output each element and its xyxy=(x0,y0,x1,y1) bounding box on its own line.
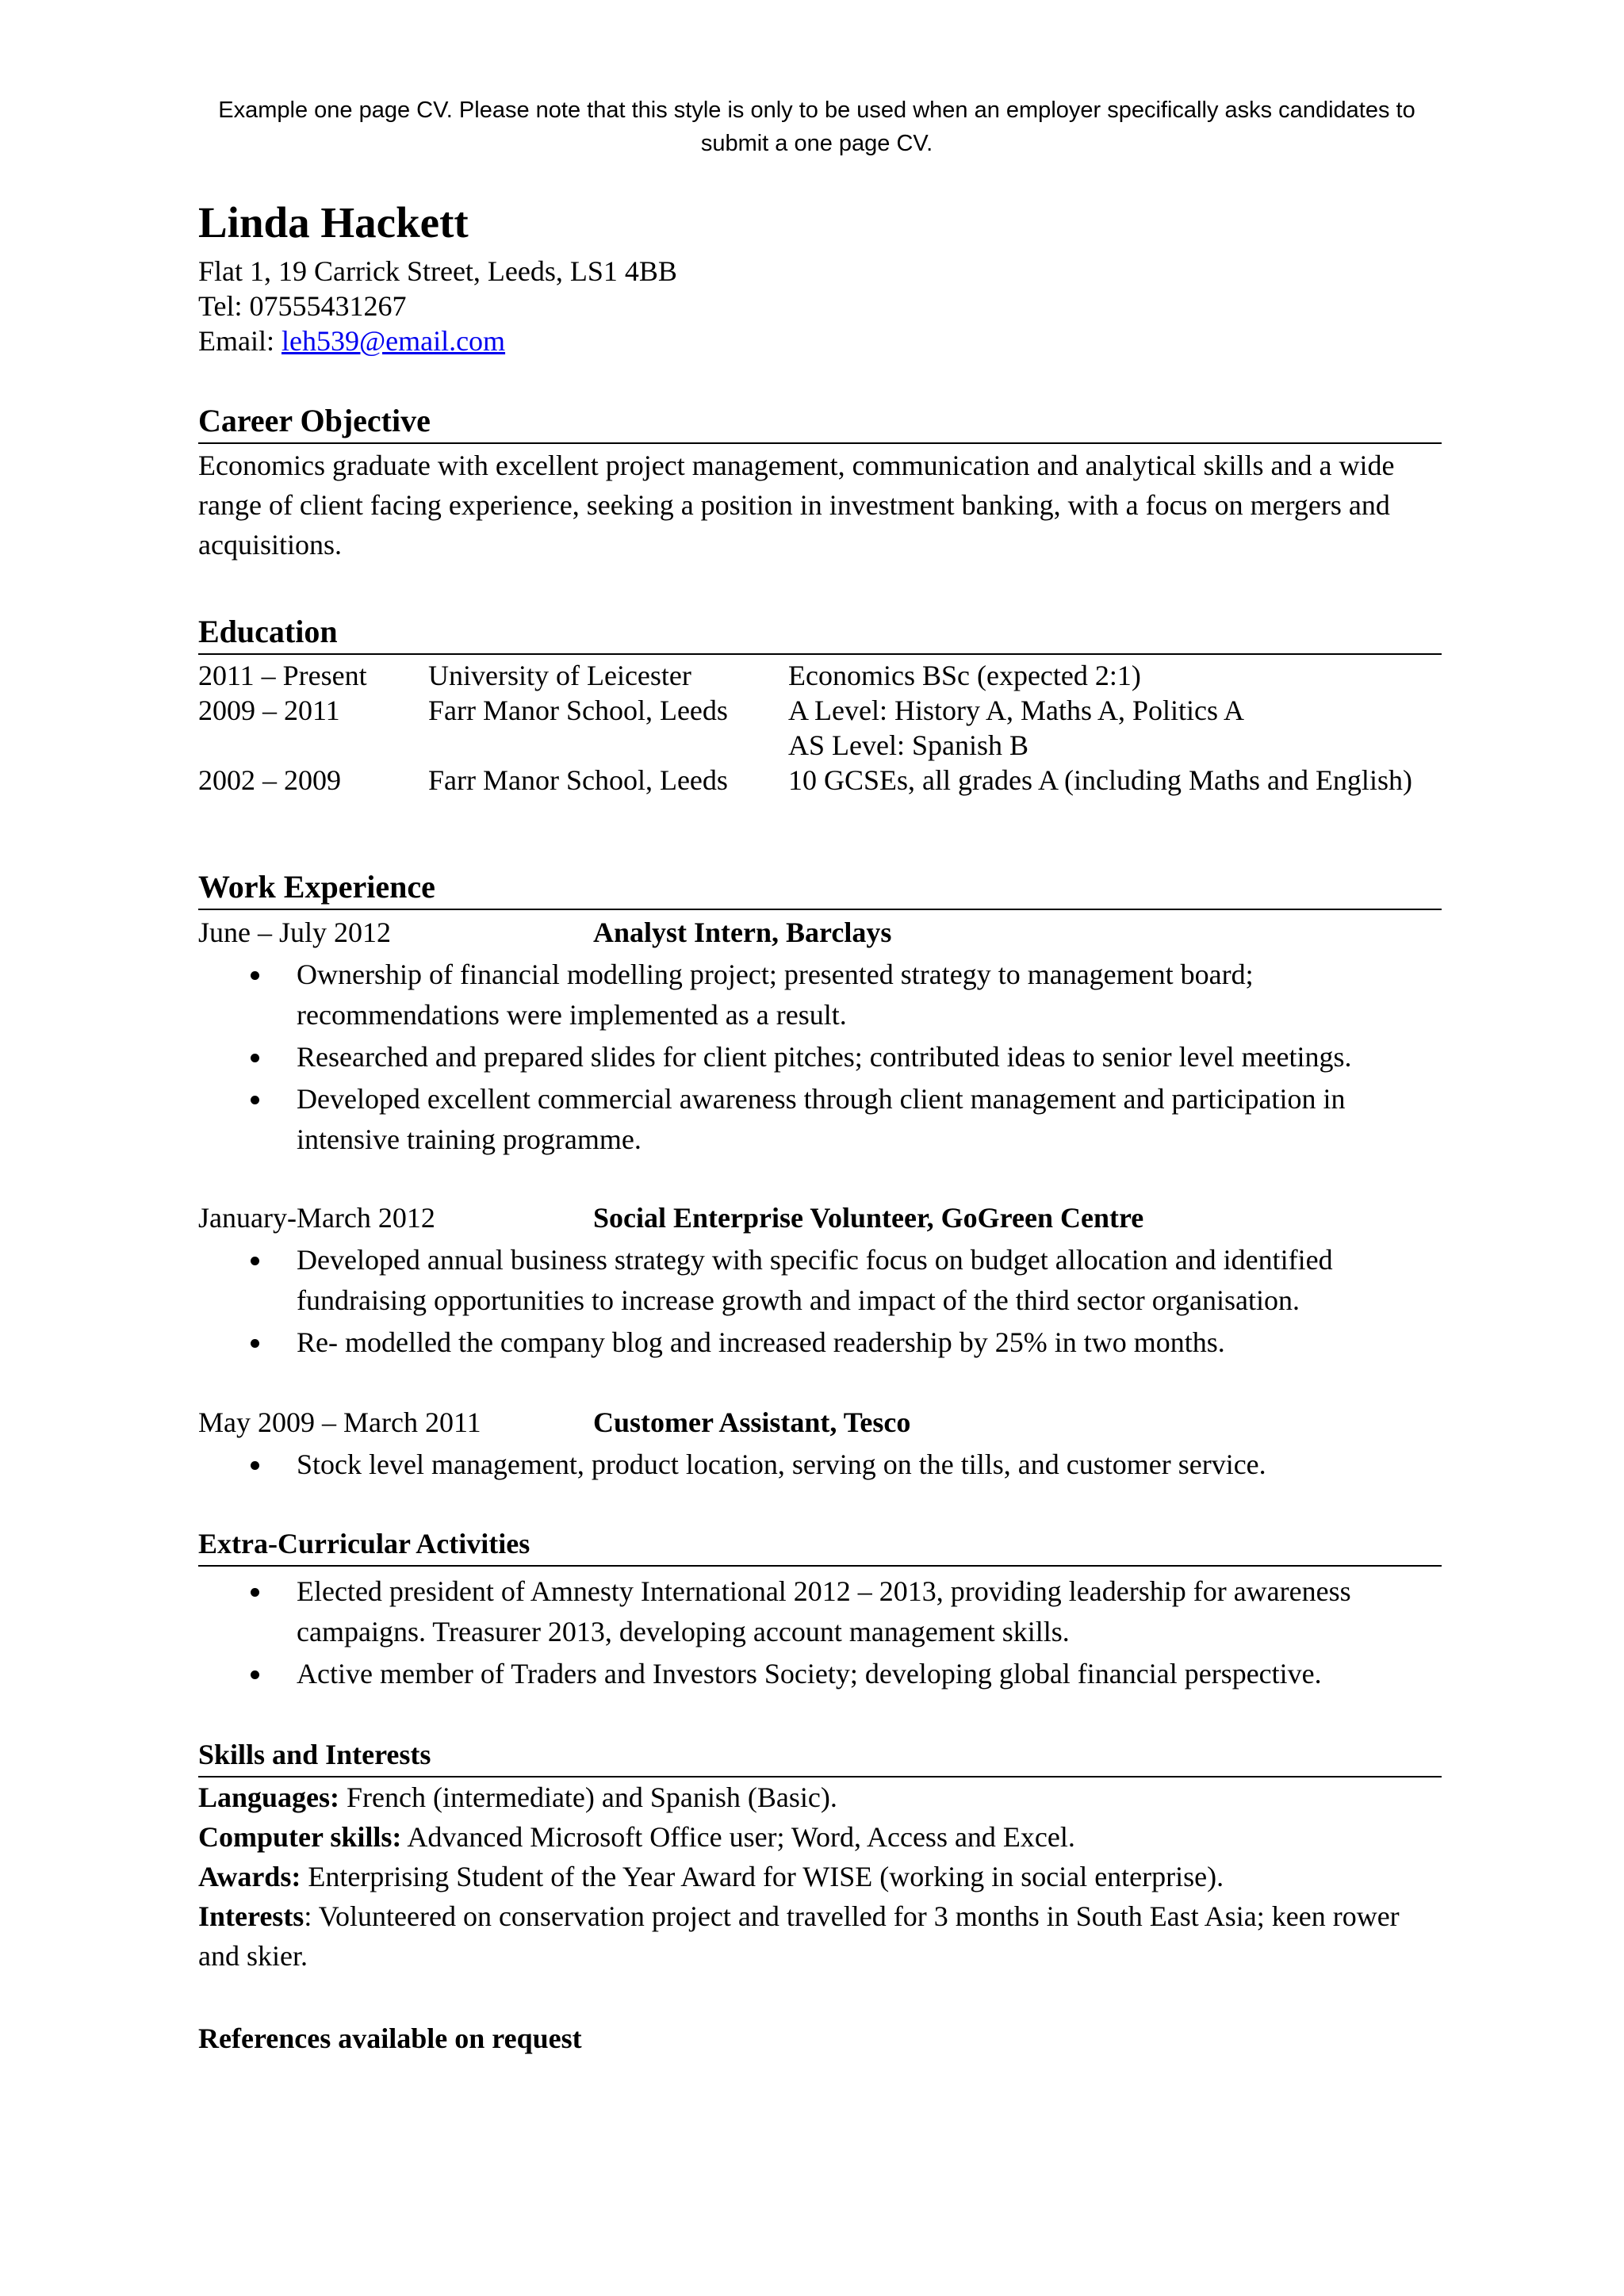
bullet-dot-icon xyxy=(251,1588,259,1597)
page-note: Example one page CV. Please note that this style is only to be used when an employer specifically asks candidates to submit a one page CV. xyxy=(218,98,1415,156)
bullet-dot-icon xyxy=(251,971,259,980)
education-details: Economics BSc (expected 2:1) xyxy=(788,660,1141,691)
education-row xyxy=(198,658,1442,693)
bullet-text: Elected president of Amnesty International 2012 – 2013, providing leadership for awareness campaigns. Treasurer 2013, developing account management skills. xyxy=(297,1575,1351,1647)
job-title: Social Enterprise Volunteer, GoGreen Centre xyxy=(593,1202,1144,1234)
career-objective-text: Economics graduate with excellent project management, communication and analytical skills and a wide range of client facing experience, seeking a position in investment banking, with a focus on mergers and acquisitions. xyxy=(198,450,1395,561)
bullet-dot-icon xyxy=(251,1257,259,1265)
skill-item xyxy=(198,1777,1442,1817)
contact-address: Flat 1, 19 Carrick Street, Leeds, LS1 4BB xyxy=(198,255,677,287)
skill-text: French (intermediate) and Spanish (Basic). xyxy=(339,1781,837,1813)
education-row xyxy=(198,763,1442,832)
bullet-dot-icon xyxy=(251,1461,259,1470)
skill-item xyxy=(198,1817,1442,1857)
bullet-item xyxy=(198,1445,1442,1485)
skill-label: Interests xyxy=(198,1900,304,1932)
bullet-item xyxy=(198,1654,1442,1694)
bullet-text: Active member of Traders and Investors Society; developing global financial perspective. xyxy=(297,1658,1322,1689)
education-school: Farr Manor School, Leeds xyxy=(428,695,728,726)
skill-label: Awards: xyxy=(198,1861,301,1892)
bullet-item xyxy=(198,1240,1442,1321)
skill-item xyxy=(198,1896,1442,1976)
job-date: June – July 2012 xyxy=(198,916,391,948)
bullet-text: Ownership of financial modelling project; presented strategy to management board; recommendations were implemented as a result. xyxy=(297,959,1254,1031)
job-bullets xyxy=(198,1445,1442,1487)
bullet-item xyxy=(198,1079,1442,1160)
skill-label: Languages: xyxy=(198,1781,340,1813)
contact-email-link[interactable]: leh539@email.com xyxy=(281,325,506,357)
bullet-dot-icon xyxy=(251,1339,259,1348)
job-date: January-March 2012 xyxy=(198,1202,435,1234)
references-note: References available on request xyxy=(198,2022,582,2054)
candidate-name: Linda Hackett xyxy=(198,198,469,247)
skill-text: Advanced Microsoft Office user; Word, Access and Excel. xyxy=(401,1821,1075,1853)
bullet-text: Re- modelled the company blog and increased readership by 25% in two months. xyxy=(297,1326,1225,1358)
bullet-text: Stock level management, product location, serving on the tills, and customer service. xyxy=(297,1448,1266,1480)
skill-text: Enterprising Student of the Year Award for WISE (working in social enterprise). xyxy=(301,1861,1224,1892)
contact-email-line xyxy=(198,323,677,358)
education-school: University of Leicester xyxy=(428,660,691,691)
contact-block xyxy=(198,254,677,358)
section-heading-education: Education xyxy=(198,612,1442,655)
section-heading-extra-curricular: Extra-Curricular Activities xyxy=(198,1524,1442,1567)
bullet-item xyxy=(198,1322,1442,1363)
job-date: May 2009 – March 2011 xyxy=(198,1406,481,1438)
job-bullets xyxy=(198,1240,1442,1364)
job-title: Analyst Intern, Barclays xyxy=(593,916,892,948)
bullet-dot-icon xyxy=(251,1054,259,1062)
contact-tel: Tel: 07555431267 xyxy=(198,290,407,322)
education-years: 2002 – 2009 xyxy=(198,764,341,796)
skill-label: Computer skills: xyxy=(198,1821,402,1853)
job-bullets xyxy=(198,955,1442,1161)
extra-bullets xyxy=(198,1571,1442,1696)
section-heading-skills: Skills and Interests xyxy=(198,1735,1442,1777)
section-heading-career-objective: Career Objective xyxy=(198,401,1442,444)
bullet-dot-icon xyxy=(251,1670,259,1679)
bullet-item xyxy=(198,1571,1442,1652)
skill-item xyxy=(198,1857,1442,1896)
skill-text: : Volunteered on conservation project and travelled for 3 months in South East Asia; keen rower and skier. xyxy=(198,1900,1400,1972)
education-details: 10 GCSEs, all grades A (including Maths and English) xyxy=(788,764,1412,796)
bullet-text: Developed excellent commercial awareness through client management and participation in intensive training programme. xyxy=(297,1083,1346,1155)
education-details: A Level: History A, Maths A, Politics A xyxy=(788,695,1245,726)
education-school: Farr Manor School, Leeds xyxy=(428,764,728,796)
education-details-block xyxy=(788,693,1438,763)
bullet-item xyxy=(198,1037,1442,1077)
education-years: 2011 – Present xyxy=(198,660,367,691)
section-heading-work-experience: Work Experience xyxy=(198,867,1442,910)
bullet-text: Researched and prepared slides for client pitches; contributed ideas to senior level meetings. xyxy=(297,1041,1352,1073)
contact-email-label: Email: xyxy=(198,325,282,357)
bullet-dot-icon xyxy=(251,1096,259,1104)
education-years: 2009 – 2011 xyxy=(198,695,340,726)
bullet-item xyxy=(198,955,1442,1035)
education-row xyxy=(198,693,1442,763)
education-details-extra: AS Level: Spanish B xyxy=(788,729,1028,761)
job-title: Customer Assistant, Tesco xyxy=(593,1406,911,1438)
bullet-text: Developed annual business strategy with specific focus on budget allocation and identified fundraising opportunities to increase growth and impact of the third sector organisation. xyxy=(297,1244,1333,1316)
